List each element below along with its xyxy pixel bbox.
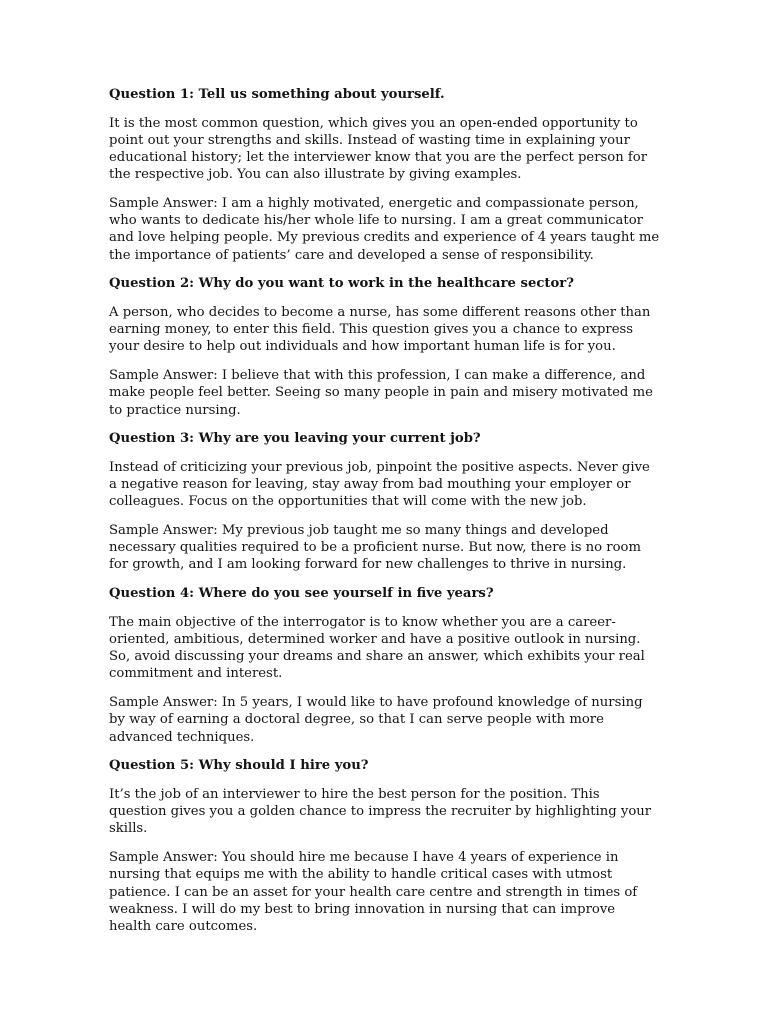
document-body: [109, 86, 661, 947]
guidance-paragraph: It is the most common question, which gives you an open-ended opportunity to point out your strengths and skills. Instead of wasting time in explaining your educational history; let the interviewer know that you are the perfect person for the respective job. You can also illustrate by giving examples.: [109, 115, 648, 183]
guidance-paragraph: The main objective of the interrogator is to know whether you are a career-oriented, ambitious, determined worker and have a positive outlook in nursing. So, avoid discussing your dreams and share an answer, which exhibits your real commitment and interest.: [109, 614, 645, 682]
question-heading: Question 4: Where do you see yourself in five years?: [109, 586, 494, 602]
section-question-3: [109, 430, 661, 573]
guidance-paragraph: A person, who decides to become a nurse, has some different reasons other than earning money, to enter this field. This question gives you a chance to express your desire to help out individuals and how important human life is for you.: [109, 305, 651, 355]
question-heading: Question 2: Why do you want to work in the healthcare sector?: [109, 276, 574, 292]
sample-answer-paragraph: Sample Answer: You should hire me because I have 4 years of experience in nursing that equips me with the ability to handle critical cases with utmost patience. I can be an asset for your health care centre and strength in times of weakness. I will do my best to bring innovation in nursing that can improve health care outcomes.: [109, 850, 638, 934]
section-question-5: [109, 757, 661, 935]
sample-answer-paragraph: Sample Answer: I am a highly motivated, energetic and compassionate person, who wants to dedicate his/her whole life to nursing. I am a great communicator and love helping people. My previous credits and experience of 4 years taught me the importance of patients’ care and developed a sense of responsibility.: [109, 196, 660, 263]
sample-answer-paragraph: Sample Answer: In 5 years, I would like to have profound knowledge of nursing by way of earning a doctoral degree, so that I can serve people with more advanced techniques.: [109, 695, 643, 745]
question-heading: Question 1: Tell us something about yourself.: [109, 87, 445, 102]
sample-answer-paragraph: Sample Answer: I believe that with this profession, I can make a difference, and make people feel better. Seeing so many people in pain and misery motivated me to practice nursing.: [109, 368, 653, 418]
sample-answer-paragraph: Sample Answer: My previous job taught me so many things and developed necessary qualities required to be a proficient nurse. But now, there is no room for growth, and I am looking forward for new challenges to thrive in nursing.: [109, 523, 641, 573]
section-question-4: [109, 585, 661, 746]
question-heading: Question 3: Why are you leaving your current job?: [109, 431, 481, 447]
guidance-paragraph: Instead of criticizing your previous job, pinpoint the positive aspects. Never give a negative reason for leaving, stay away from bad mouthing your employer or colleagues. Focus on the opportunities that will come with the new job.: [109, 459, 650, 510]
section-question-2: [109, 275, 661, 418]
question-heading: Question 5: Why should I hire you?: [109, 758, 369, 774]
section-question-1: [109, 86, 661, 264]
guidance-paragraph: It’s the job of an interviewer to hire the best person for the position. This question gives you a golden chance to impress the recruiter by highlighting your skills.: [109, 787, 652, 837]
